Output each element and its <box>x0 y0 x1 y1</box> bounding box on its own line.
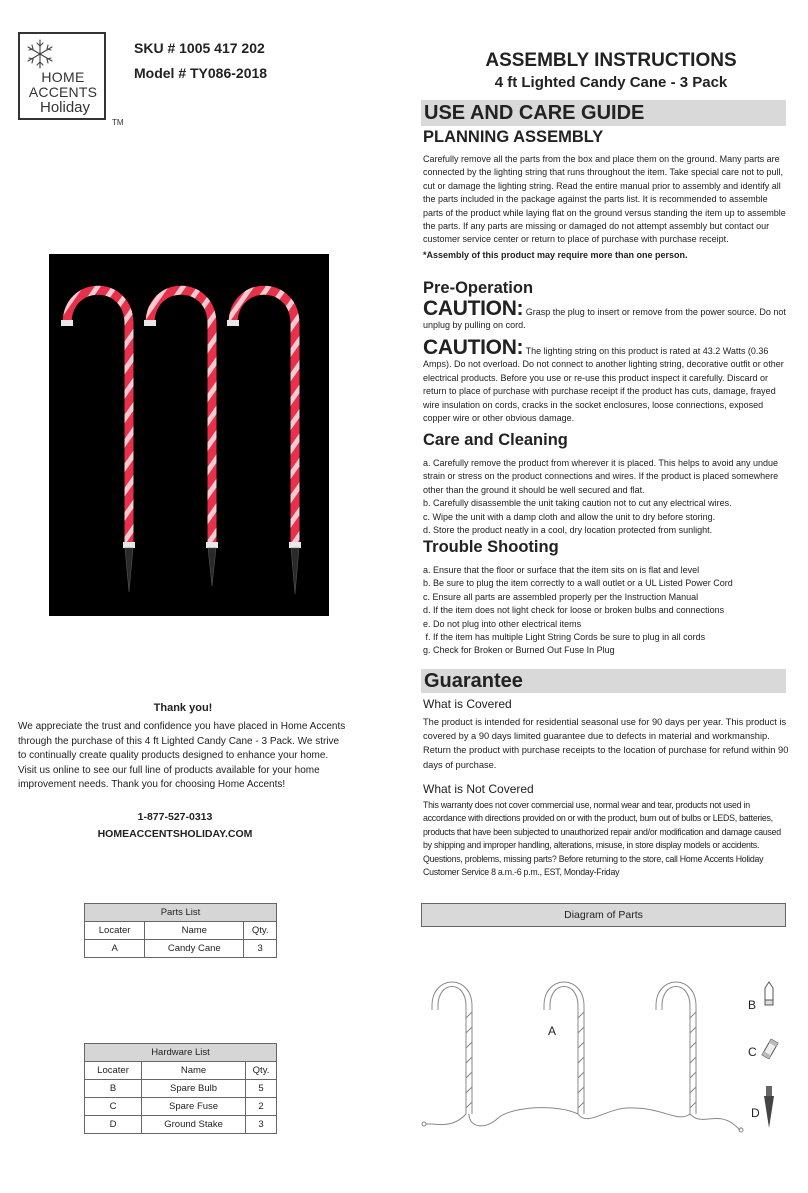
trouble-heading: Trouble Shooting <box>423 538 559 556</box>
care-heading: Care and Cleaning <box>423 431 568 449</box>
candy-cane-photo <box>49 254 329 616</box>
table-cell: 2 <box>246 1098 277 1116</box>
parts-diagram <box>418 978 788 1138</box>
brand-logo <box>18 32 106 120</box>
column-header: Locater <box>85 922 145 940</box>
caution-label: CAUTION: <box>423 297 524 320</box>
diagram-title: Diagram of Parts <box>421 903 786 927</box>
snowflake-icon <box>23 37 57 71</box>
guarantee-heading: Guarantee <box>421 669 786 693</box>
planning-heading: PLANNING ASSEMBLY <box>423 128 604 146</box>
parts-list-table <box>84 903 277 958</box>
list-item: g. Check for Broken or Burned Out Fuse In Plug <box>423 645 615 656</box>
caution-1-text: Grasp the plug to insert or remove from the power source. Do not unplug by pulling on cord. <box>423 307 786 331</box>
table-row <box>85 1116 277 1134</box>
table-cell: Candy Cane <box>145 940 244 958</box>
column-header: Name <box>142 1062 246 1080</box>
planning-body: Carefully remove all the parts from the box and place them on the ground. Many parts are connected by the lighting string that runs throughout the item. Take special care not to pull, cut or damage the lighting string. Read the entire manual prior to assembly and identify all the parts included in the package against the parts list. It is recommended to assemble parts of the product while laying flat on the ground versus standing the item up to assemble the parts. If any parts are missing or damaged do not attempt assembly but contact our customer service center or return to place of purchase with purchase receipt. <box>423 154 786 245</box>
list-item: d. Store the product neatly in a cool, dry location protected from sunlight. <box>423 525 713 536</box>
table-cell: 3 <box>244 940 277 958</box>
list-item: c. Wipe the unit with a damp cloth and allow the unit to dry before storing. <box>423 511 716 522</box>
website-url: HOMEACCENTSHOLIDAY.COM <box>97 828 253 840</box>
hardware-list-table <box>84 1043 277 1134</box>
column-header: Qty. <box>244 922 277 940</box>
list-item: e. Do not plug into other electrical items <box>423 618 582 629</box>
list-item: b. Be sure to plug the item correctly to a wall outlet or a UL Listed Power Cord <box>423 578 733 589</box>
model-number: Model # TY086-2018 <box>134 65 268 81</box>
assembly-note: *Assembly of this product may require more than one person. <box>423 249 688 260</box>
list-item: d. If the item does not light check for loose or broken bulbs and connections <box>423 605 725 616</box>
column-header: Locater <box>85 1062 142 1080</box>
table-row <box>85 1080 277 1098</box>
table-row <box>85 940 277 958</box>
logo-text-home: HOME <box>41 69 85 85</box>
column-header: Name <box>145 922 244 940</box>
diagram-label-c: C <box>748 1045 757 1059</box>
table-row <box>85 1098 277 1116</box>
list-item: a. Carefully remove the product from wherever it is placed. This helps to avoid any undue strain or stress on the product connections and wires. If the product is placed somewhere other than the ground it should be well secured and flat. <box>423 458 779 495</box>
product-photo <box>49 254 329 616</box>
caution-2 <box>423 336 789 425</box>
pre-operation-heading: Pre-Operation <box>423 279 534 297</box>
ground-stake-icon <box>764 1086 774 1128</box>
logo-text-accents: ACCENTS <box>28 84 98 100</box>
table-cell: C <box>85 1098 142 1116</box>
planning-section <box>423 153 789 262</box>
parts-list-title: Parts List <box>85 904 277 922</box>
thanks-body: We appreciate the trust and confidence you have placed in Home Accents through the purchase of this 4 ft Lighted Candy Cane - 3 Pack. We strive to continually create quality products designed to enhance your home. Visit us online to see our full line of products available for your home improvement needs. Thank you for choosing Home Accents! <box>18 721 346 790</box>
spare-fuse-icon <box>762 1039 778 1059</box>
document-title: ASSEMBLY INSTRUCTIONS <box>485 50 737 71</box>
thanks-title: Thank you! <box>153 702 213 714</box>
diagram-label-a: A <box>548 1024 557 1038</box>
phone-number: 1-877-527-0313 <box>137 811 213 823</box>
not-covered-title: What is Not Covered <box>423 782 534 796</box>
table-cell: B <box>85 1080 142 1098</box>
table-cell: D <box>85 1116 142 1134</box>
diagram-label-d: D <box>751 1106 760 1120</box>
table-cell: Spare Fuse <box>142 1098 246 1116</box>
table-cell: Ground Stake <box>142 1116 246 1134</box>
diagram-drawing <box>418 978 788 1138</box>
column-header: Qty. <box>246 1062 277 1080</box>
spare-bulb-icon <box>765 982 773 1005</box>
caution-1 <box>423 297 789 333</box>
list-item: c. Ensure all parts are assembled properly per the Instruction Manual <box>423 591 699 602</box>
list-item: b. Carefully disassemble the unit taking caution not to cut any electrical wires. <box>423 498 732 509</box>
care-list <box>423 457 789 537</box>
trademark-mark: TM <box>112 118 124 127</box>
table-cell: Spare Bulb <box>142 1080 246 1098</box>
not-covered-body: This warranty does not cover commercial use, normal wear and tear, products not used in accordance with directions provided on or with the product, burn out of bulbs or LEDS, batteries, products that have been subjected to unauthorized repair and/or modification and damage caused by shipping and improper handling, alterations, misuse, in store display models or accidents. Questions, problems, missing parts? Before returning to the store, call Home Accents Holiday Customer Service 8 a.m.-6 p.m., EST, Monday-Friday <box>423 800 781 878</box>
list-item: f. If the item has multiple Light String Cords be sure to plug in all cords <box>423 632 706 643</box>
logo-text-holiday: Holiday <box>40 99 91 116</box>
sku-number: SKU # 1005 417 202 <box>134 40 265 56</box>
document-subtitle: 4 ft Lighted Candy Cane - 3 Pack <box>494 74 728 91</box>
list-item: a. Ensure that the floor or surface that the item sits on is flat and level <box>423 565 700 575</box>
covered-body: The product is intended for residential seasonal use for 90 days per year. This product is covered by a 90 days limited guarantee due to defects in material and workmanship. Return the product with purchase receipts to the location of purchase for refund within 90 days of purchase. <box>423 717 789 770</box>
caution-label: CAUTION: <box>423 336 524 359</box>
diagram-label-b: B <box>748 998 757 1012</box>
caution-2-text: The lighting string on this product is rated at 43.2 Watts (0.36 Amps). Do not overload. Do not connect to another lighting string, decorative outfit or other electrical products. Before you use or re-use this product inspect it carefully. Discard or return to place of purchase with purchase receipt if the product has cuts, damage, frayed wire insulation on cords, cracks in the socket enclosures, loose connections, exposed copper wire or other obvious damage. <box>423 346 784 424</box>
covered-title: What is Covered <box>423 697 512 711</box>
table-cell: A <box>85 940 145 958</box>
hardware-list-title: Hardware List <box>85 1044 277 1062</box>
table-cell: 3 <box>246 1116 277 1134</box>
table-cell: 5 <box>246 1080 277 1098</box>
trouble-list <box>423 564 789 658</box>
use-care-heading: USE AND CARE GUIDE <box>421 100 786 126</box>
